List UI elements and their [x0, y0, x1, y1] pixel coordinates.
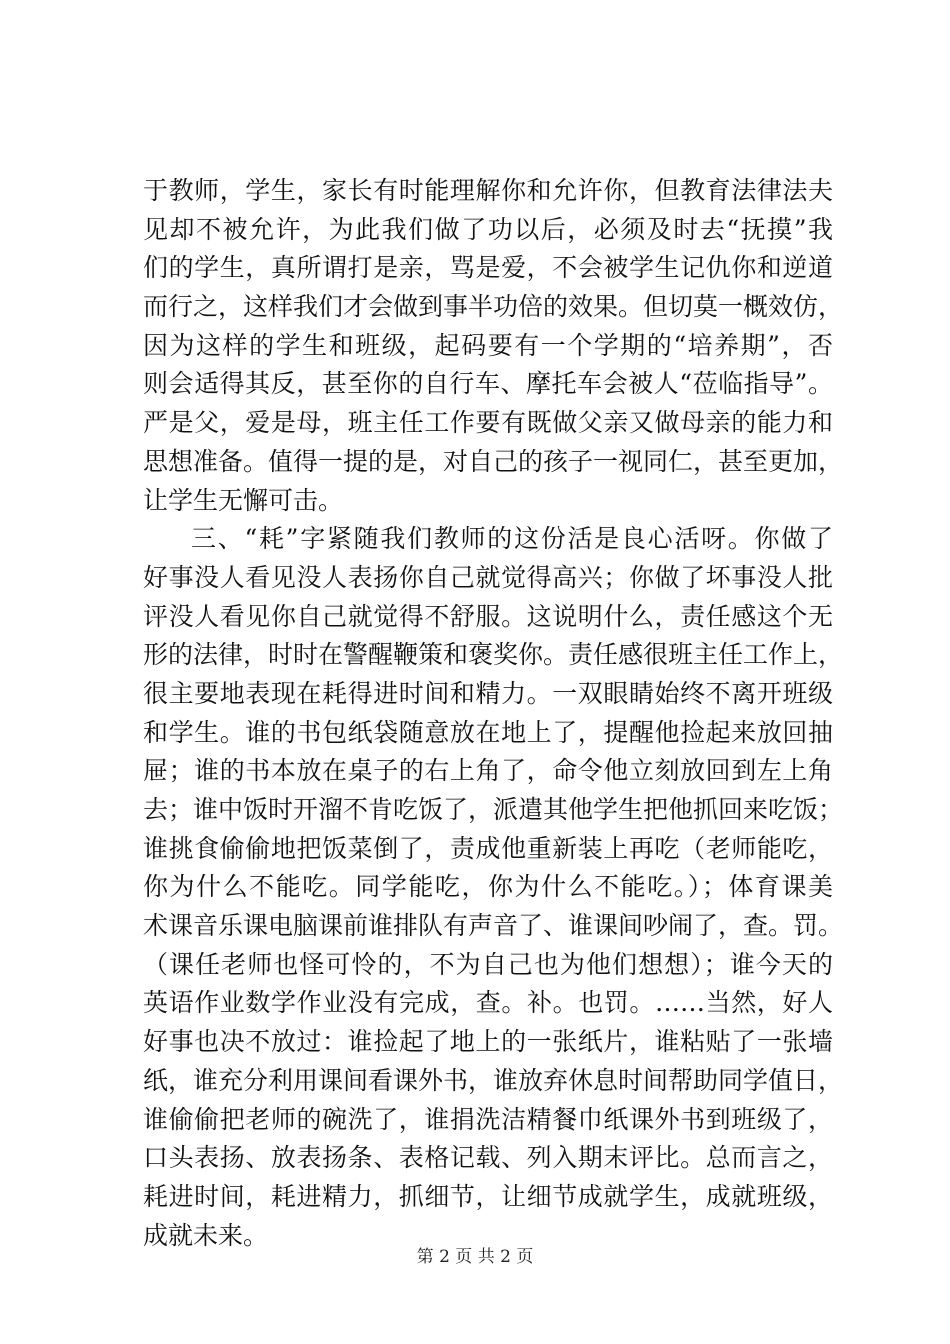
text-line: （课任老师也怪可怜的，不为自己也为他们想想）；谁今天的	[143, 949, 833, 979]
text-line: 很主要地表现在耗得进时间和精力。一双眼睛始终不离开班级	[143, 678, 833, 708]
text-line: 形的法律，时时在警醒鞭策和褒奖你。责任感很班主任工作上，	[143, 640, 844, 670]
text-line: 去；谁中饭时开溜不肯吃饭了，派遣其他学生把他抓回来吃饭；	[143, 795, 844, 824]
text-line: 口头表扬、放表扬条、表格记载、列入期末评比。总而言之，	[143, 1143, 833, 1173]
text-line: 评没人看见你自己就觉得不舒服。这说明什么，责任感这个无	[143, 601, 833, 631]
body-text	[143, 172, 844, 1255]
text-line: 好事没人看见没人表扬你自己就觉得高兴；你做了坏事没人批	[143, 562, 833, 592]
text-line: 屉；谁的书本放在桌子的右上角了，命令他立刻放回到左上角	[143, 756, 833, 786]
text-line: 好事也决不放过：谁捡起了地上的一张纸片，谁粘贴了一张墙	[143, 1027, 833, 1057]
text-line: 英语作业数学作业没有完成，查。补。也罚。……当然，好人	[143, 988, 833, 1018]
text-line: 三、“耗”字紧随我们教师的这份活是良心活呀。你做了	[191, 524, 833, 554]
text-line: 你为什么不能吃。同学能吃，你为什么不能吃。）；体育课美	[143, 872, 833, 902]
page-footer: 第 2 页 共 2 页	[416, 1247, 534, 1267]
text-line: 成就未来。	[143, 1220, 269, 1250]
text-line: 而行之，这样我们才会做到事半功倍的效果。但切莫一概效仿，	[143, 292, 844, 322]
text-line: 于教师，学生，家长有时能理解你和允许你，但教育法律法夫	[143, 176, 833, 205]
text-line: 见却不被允许，为此我们做了功以后，必须及时去“抚摸”我	[143, 214, 833, 244]
paragraph-two	[143, 520, 844, 1255]
text-line: 和学生。谁的书包纸袋随意放在地上了，提醒他捡起来放回抽	[143, 717, 833, 747]
text-line: 谁挑食偷偷地把饭菜倒了，责成他重新装上再吃（老师能吃，	[143, 833, 833, 863]
text-line: 严是父，爱是母，班主任工作要有既做父亲又做母亲的能力和	[143, 408, 833, 438]
text-line: 因为这样的学生和班级，起码要有一个学期的“培养期”，否	[143, 330, 833, 360]
text-line: 耗进时间，耗进精力，抓细节，让细节成就学生，成就班级，	[143, 1181, 833, 1211]
text-line: 术课音乐课电脑课前谁排队有声音了、谁课间吵闹了，查。罚。	[143, 911, 844, 941]
text-line: 纸，谁充分利用课间看课外书，谁放弃休息时间帮助同学值日，	[143, 1065, 844, 1095]
paragraph-one	[143, 172, 844, 520]
text-line: 谁偷偷把老师的碗洗了，谁捐洗洁精餐巾纸课外书到班级了，	[143, 1104, 833, 1134]
text-line: 则会适得其反，甚至你的自行车、摩托车会被人“莅临指导”。	[143, 369, 833, 399]
text-line: 思想准备。值得一提的是，对自己的孩子一视同仁，甚至更加，	[143, 446, 844, 476]
text-line: 让学生无懈可击。	[143, 485, 344, 515]
text-line: 们的学生，真所谓打是亲，骂是爱，不会被学生记仇你和逆道	[143, 253, 833, 283]
